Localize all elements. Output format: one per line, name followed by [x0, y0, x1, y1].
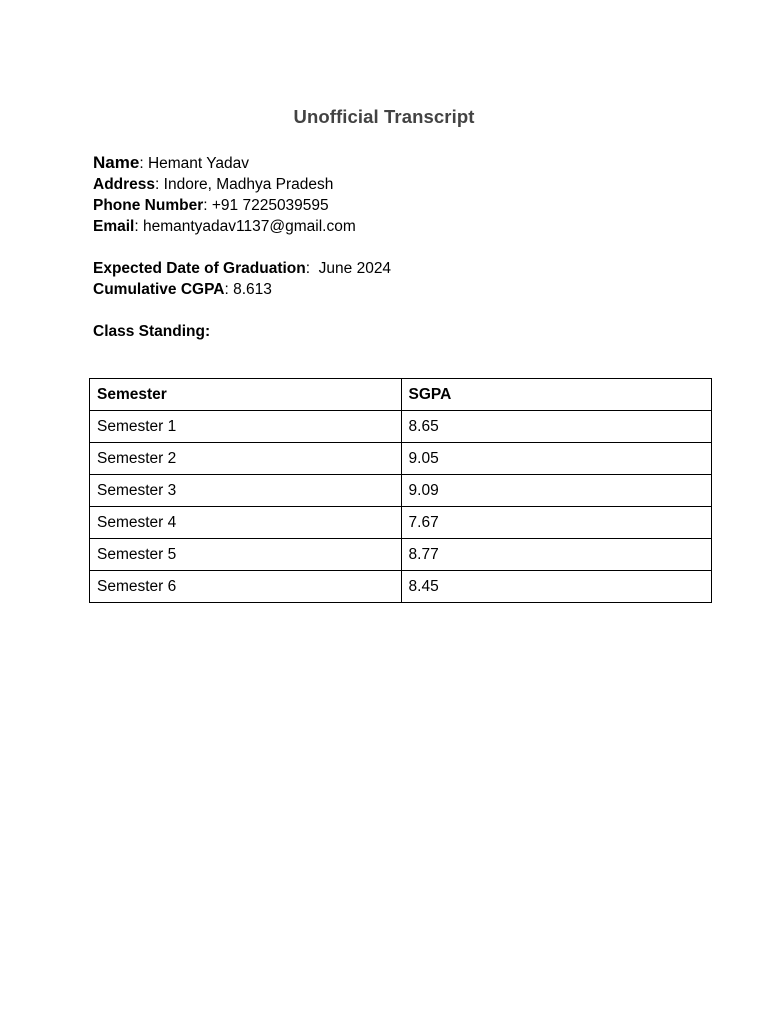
class-standing-label: Class Standing: — [93, 323, 211, 340]
table-header-row — [90, 379, 712, 411]
graduation-value: June 2024 — [318, 260, 392, 277]
phone-label: Phone Number — [93, 197, 204, 214]
semester-cell: Semester 5 — [90, 539, 402, 571]
table-row — [90, 571, 712, 603]
phone-row: Phone Number: +91 7225039595 — [93, 197, 329, 214]
semester-cell: Semester 6 — [90, 571, 402, 603]
email-row: Email: hemantyadav1137@gmail.com — [93, 218, 356, 235]
header-sgpa: SGPA — [401, 379, 711, 411]
address-label: Address — [93, 176, 156, 193]
email-value: hemantyadav1137@gmail.com — [142, 218, 356, 235]
page-title: Unofficial Transcript — [293, 106, 475, 127]
semester-cell: Semester 1 — [90, 411, 402, 443]
graduation-label: Expected Date of Graduation — [93, 260, 306, 277]
name-row: Name: Hemant Yadav — [93, 153, 250, 172]
academic-info — [93, 258, 391, 300]
name-value: Hemant Yadav — [147, 155, 250, 172]
table-row — [90, 411, 712, 443]
sgpa-table — [89, 378, 712, 603]
cgpa-value: 8.613 — [233, 281, 272, 298]
sgpa-cell: 9.05 — [401, 443, 711, 475]
semester-cell: Semester 3 — [90, 475, 402, 507]
sgpa-cell: 9.09 — [401, 475, 711, 507]
table-row — [90, 475, 712, 507]
name-label: Name — [93, 153, 140, 172]
sgpa-cell: 8.77 — [401, 539, 711, 571]
graduation-row: Expected Date of Graduation: June 2024 — [93, 260, 392, 277]
cgpa-row: Cumulative CGPA: 8.613 — [93, 281, 272, 298]
personal-info — [93, 152, 356, 237]
semester-cell: Semester 2 — [90, 443, 402, 475]
class-standing — [93, 321, 210, 342]
semester-cell: Semester 4 — [90, 507, 402, 539]
table-row — [90, 507, 712, 539]
email-label: Email — [93, 218, 135, 235]
table-row — [90, 443, 712, 475]
phone-value: +91 7225039595 — [211, 197, 329, 214]
cgpa-label: Cumulative CGPA — [93, 281, 225, 298]
table-row — [90, 539, 712, 571]
address-value: Indore, Madhya Pradesh — [163, 176, 334, 193]
address-row: Address: Indore, Madhya Pradesh — [93, 176, 334, 193]
sgpa-cell: 7.67 — [401, 507, 711, 539]
sgpa-cell: 8.65 — [401, 411, 711, 443]
header-semester: Semester — [90, 379, 402, 411]
sgpa-cell: 8.45 — [401, 571, 711, 603]
